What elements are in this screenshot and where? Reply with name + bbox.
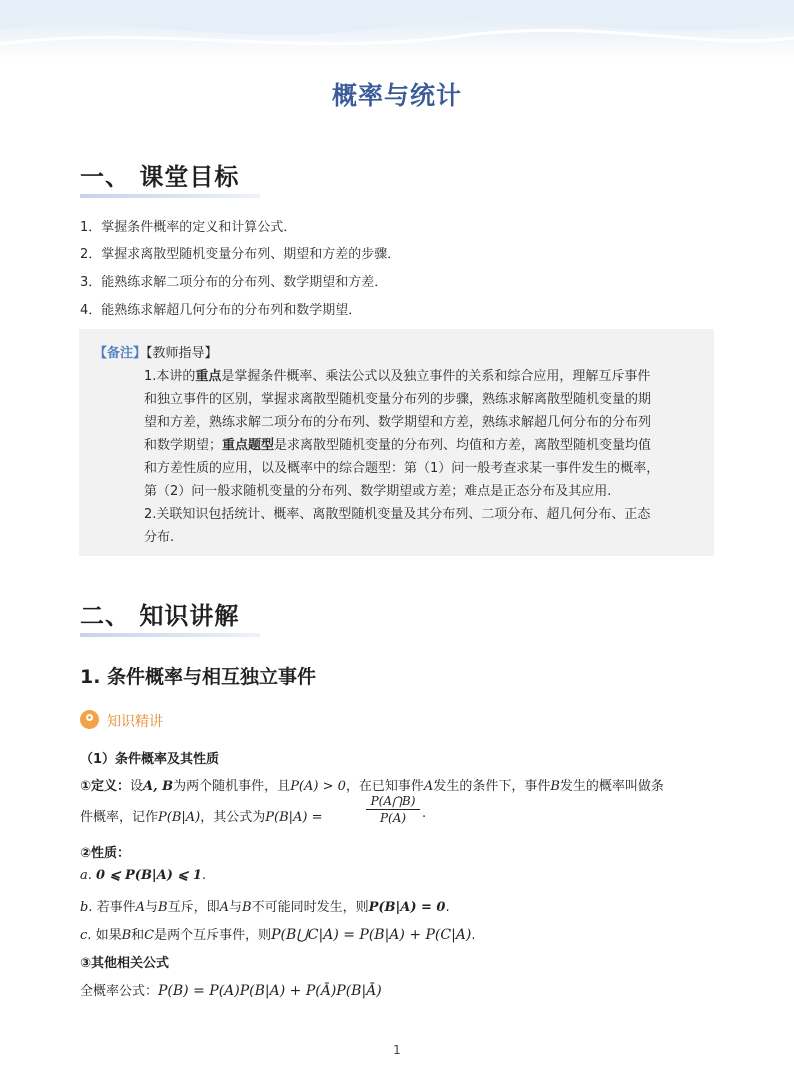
property-heading: ②性质： [80,846,131,861]
definition-line-2: 件概率，记作P(B|A)，其公式为P(B|A) = [80,810,323,825]
conditional-probability-fraction [366,794,420,825]
subsection-title: 1. 条件概率与相互独立事件 [80,666,317,688]
total-probability-formula: 全概率公式：P(B) = P(A)P(B|A) + P(Ā)P(B|Ā) [80,983,382,999]
heading-underline [80,633,260,637]
lightbulb-icon [80,710,99,729]
section-heading-knowledge: 二、 知识讲解 [80,602,240,630]
goal-item: 4．能熟练求解超几何分布的分布列和数学期望． [80,303,362,318]
fraction-denominator: P(A) [379,811,407,825]
heading-underline [80,194,260,198]
note-line: 和数学期望；重点题型是求离散型随机变量的分布列、均值和方差，离散型随机变量均值 [144,438,652,453]
definition-line-1: ①定义：设A, B为两个随机事件，且P(A) > 0，在已知事件A发生的条件下，事件B发生的概率叫做条 [80,779,664,794]
goal-item: 2．掌握求离散型随机变量分布列、期望和方差的步骤． [80,247,401,262]
note-line: 2.关联知识包括统计、概率、离散型随机变量及其分布列、二项分布、超几何分布、正态 [144,507,651,522]
definition-period: . [422,806,427,821]
header-wave-decoration [0,0,794,60]
knowledge-label: 知识精讲 [107,714,163,730]
page-number: 1 [393,1043,401,1057]
note-line: 1.本讲的重点是掌握条件概率、乘法公式以及独立事件的关系和综合应用，理解互斥事件 [144,369,651,384]
goal-item: 1．掌握条件概率的定义和计算公式． [80,220,297,235]
page-title: 概率与统计 [331,81,462,110]
section-heading-class-goals: 一、 课堂目标 [80,163,240,191]
property-c: c. 如果B和C是两个互斥事件，则P(B⋃C|A) = P(B|A) + P(C|A). [80,927,476,943]
note-line: 望和方差，熟练求解二项分布的分布列、数学期望和方差，熟练求解超几何分布的分布列 [144,415,652,430]
note-tag: 【备注】 [94,346,147,361]
note-header [94,342,218,361]
property-b: b. 若事件A与B互斥，即A与B不可能同时发生，则P(B|A) = 0. [80,900,450,915]
goal-item: 3．能熟练求解二项分布的分布列、数学期望和方差． [80,275,388,290]
property-a: a. 0 ⩽ P(B|A) ⩽ 1. [80,868,207,883]
other-formulas-heading: ③其他相关公式 [80,956,170,971]
note-title: 【教师指导】 [146,346,218,361]
note-line: 第（2）问一般求随机变量的分布列、数学期望或方差；难点是正态分布及其应用. [144,484,612,499]
part-heading: （1）条件概率及其性质 [80,752,220,767]
note-line: 和方差性质的应用，以及概率中的综合题型：第（1）问一般考查求某一事件发生的概率， [144,461,660,476]
note-line: 和独立事件的区别，掌握求离散型随机变量分布列的步骤，熟练求解离散型随机变量的期 [144,392,652,407]
fraction-numerator: P(A⋂B) [366,794,420,810]
note-line: 分布. [144,530,175,545]
